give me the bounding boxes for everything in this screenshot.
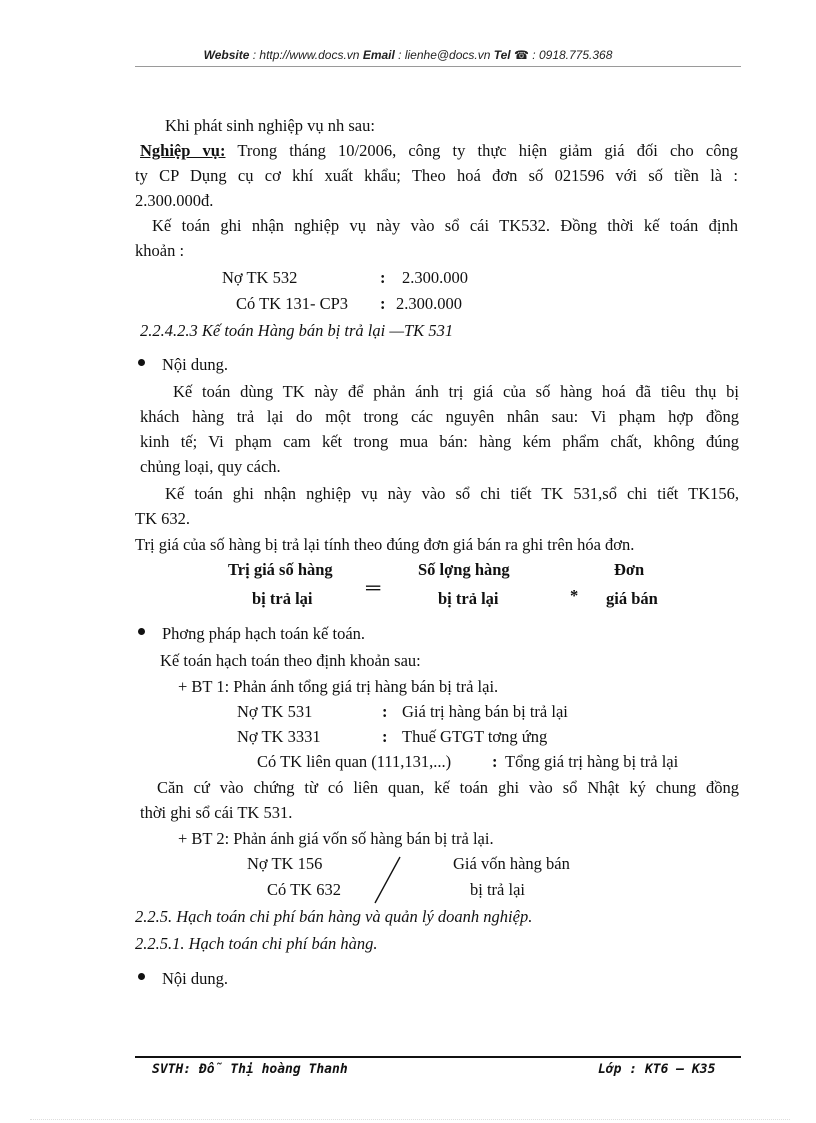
no-tk-3331-label: Nợ TK 3331 (237, 727, 321, 746)
no-tk-531-label: Nợ TK 531 (237, 702, 313, 721)
no-tk-532-label: Nợ TK 532 (222, 268, 298, 287)
formula-c1: Đơn (614, 560, 645, 579)
nghiep-vu-line-2: ty CP Dụng cụ cơ khí xuất khẩu; Theo hoá đơn số 021596 với số tiền là : (135, 166, 738, 185)
para1-line-1: Kế toán dùng TK này để phản ánh trị giá của số hàng hoá đã tiêu thụ bị (173, 382, 739, 401)
formula-equals: ═ (366, 577, 381, 599)
noi-dung-heading-2: Nội dung. (162, 969, 228, 988)
email-label: Email (362, 48, 395, 62)
formula-b1: Số lợng hàng (418, 560, 510, 579)
para2-line-1: Kế toán ghi nhận nghiệp vụ này vào sổ chi tiết TK 531,sổ chi tiết TK156, (165, 484, 739, 503)
phuong-phap-heading: Phơng pháp hạch toán kế toán. (162, 624, 366, 643)
ke-toan-line-1: Kế toán ghi nhận nghiệp vụ này vào sổ cái TK532. Đồng thời kế toán định (152, 216, 738, 235)
formula-multiply: * (570, 586, 579, 605)
footer-class: Lớp : KT6 – K35 (598, 1062, 716, 1077)
footer-author: SVTH: Đỗ Thị hoàng Thanh (152, 1062, 348, 1077)
bullet-icon (138, 359, 145, 366)
ke-toan-line-2: khoản : (135, 241, 185, 260)
diagonal-slash (370, 855, 404, 905)
phone-icon: ☎ (514, 48, 529, 62)
bt2-heading: + BT 2: Phản ánh giá vốn số hàng bán bị trả lại. (178, 829, 494, 848)
noi-dung-heading: Nội dung. (162, 355, 228, 374)
section-heading-225: 2.2.5. Hạch toán chi phí bán hàng và quản lý doanh nghiệp. (135, 907, 533, 926)
page-header (0, 48, 816, 62)
can-cu-line-1: Căn cứ vào chứng từ có liên quan, kế toán ghi vào sổ Nhật ký chung đồng (157, 778, 739, 797)
dinh-khoan-intro: Kế toán hạch toán theo định khoản sau: (160, 651, 421, 670)
website-label: Website (203, 48, 250, 62)
para1-line-2: khách hàng trả lại do một trong các nguyên nhân sau: Vi phạm hợp đồng (140, 407, 739, 426)
para1-line-4: chủng loại, quy cách. (140, 457, 281, 476)
formula-a1: Trị giá số hàng (228, 560, 333, 579)
can-cu-line-2: thời ghi sổ cái TK 531. (140, 803, 293, 822)
co-tk-131-label: Có TK 131- CP3 (236, 294, 349, 313)
footer-rule (135, 1056, 741, 1058)
co-tk-lq-value: Tổng giá trị hàng bị trả lại (505, 752, 679, 771)
no-tk-532-value: 2.300.000 (402, 268, 468, 287)
bt1-heading: + BT 1: Phản ánh tổng giá trị hàng bán bị trả lại. (178, 677, 499, 696)
intro-line: Khi phát sinh nghiệp vụ nh sau: (165, 116, 375, 135)
gia-von-line-2: bị trả lại (470, 880, 525, 899)
no-tk-156: Nợ TK 156 (247, 854, 323, 873)
nghiep-vu-text-1: Trong tháng 10/2006, công ty thực hiện giảm giá đối cho công (237, 141, 738, 160)
nghiep-vu-label: Nghiệp vụ: (140, 141, 226, 160)
no-tk-3331-value: Thuế GTGT tơng ứng (402, 727, 548, 746)
tel-value: : 0918.775.368 (532, 48, 613, 62)
colon: : (492, 752, 498, 771)
co-tk-131-value: 2.300.000 (396, 294, 462, 313)
para2-line-2: TK 632. (135, 509, 190, 528)
para1-line-3: kinh tế; Vi phạm cam kết trong mua bán: hàng kém phẩm chất, không đúng (140, 432, 739, 451)
nghiep-vu-line-1 (135, 139, 738, 163)
section-heading-2251: 2.2.5.1. Hạch toán chi phí bán hàng. (135, 934, 378, 953)
co-tk-lq-label: Có TK liên quan (111,131,...) (257, 752, 452, 771)
colon: : (380, 268, 386, 287)
bullet-icon (138, 628, 145, 635)
colon: : (382, 727, 388, 746)
tel-label: Tel (493, 48, 511, 62)
co-tk-632: Có TK 632 (267, 880, 341, 899)
formula-a2: bị trả lại (252, 589, 313, 608)
header-rule (135, 66, 741, 67)
email-value: : lienhe@docs.vn (398, 48, 491, 62)
page-edge (30, 1119, 790, 1120)
no-tk-531-value: Giá trị hàng bán bị trả lại (402, 702, 568, 721)
section-heading-2243: 2.2.4.2.3 Kế toán Hàng bán bị trả lại —TK 531 (140, 321, 454, 340)
gia-von-line-1: Giá vốn hàng bán (453, 854, 570, 873)
website-value: : http://www.docs.vn (252, 48, 360, 62)
formula-c2: giá bán (606, 589, 658, 608)
bullet-icon (138, 973, 145, 980)
para3: Trị giá của số hàng bị trả lại tính theo đúng đơn giá bán ra ghi trên hóa đơn. (135, 535, 635, 554)
colon: : (382, 702, 388, 721)
formula-b2: bị trả lại (438, 589, 499, 608)
nghiep-vu-line-3: 2.300.000đ. (135, 191, 214, 210)
colon: : (380, 294, 386, 313)
